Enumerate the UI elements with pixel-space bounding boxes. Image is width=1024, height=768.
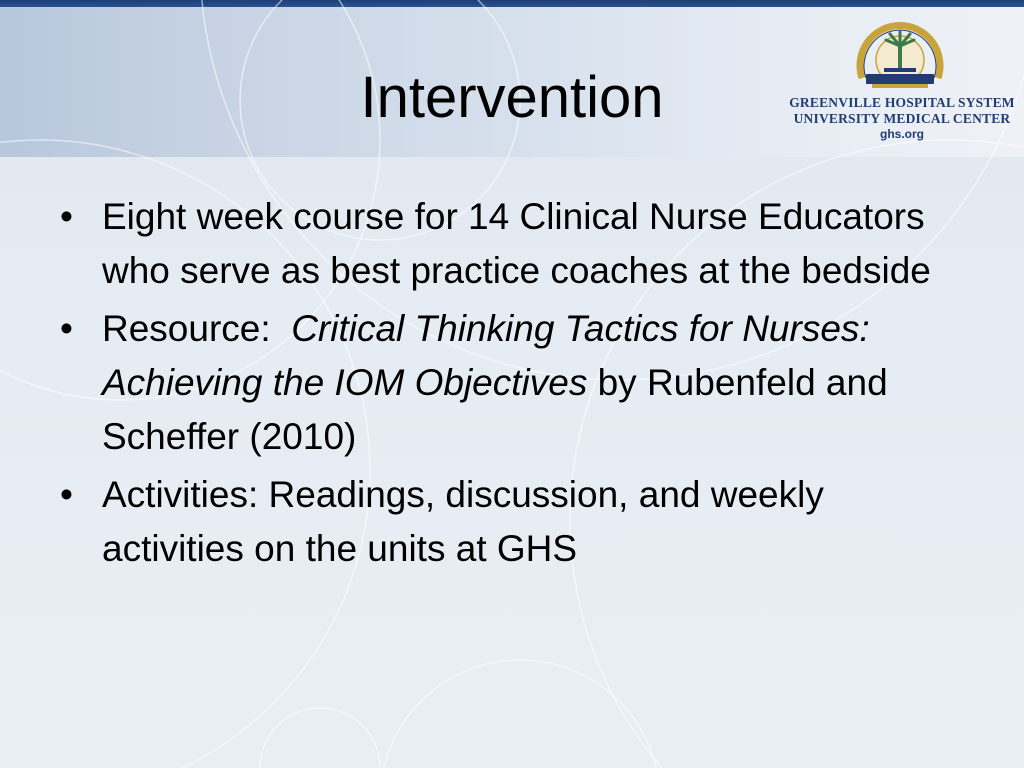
bullet-text-resource-tail: by Rubenfeld and Scheffer (2010) [102,362,888,457]
bullet-text-resource-lead: Resource: [102,308,292,349]
bullet-dot-icon: • [60,308,73,349]
bullet-item-resource [60,302,960,464]
bullet-dot-icon: • [60,196,73,237]
slide-title: Intervention [360,65,664,130]
ghs-logo [786,18,1018,146]
bullet-list [60,190,960,580]
bullet-text-course: Eight week course for 14 Clinical Nurse Educators who serve as best practice coaches at the bedside [102,196,931,291]
logo-line-hospital-system: GREENVILLE HOSPITAL SYSTEM [789,95,1015,110]
bullet-dot-icon: • [60,474,73,515]
logo-url: ghs.org [880,127,924,141]
seal-emblem-icon [852,18,948,90]
bullet-text-activities: Activities: Readings, discussion, and weekly activities on the units at GHS [102,474,824,569]
bullet-item-course [60,190,960,298]
bullet-text-resource-title: Critical Thinking Tactics for Nurses: Achieving the IOM Objectives [102,308,870,403]
bullet-item-activities [60,468,960,576]
logo-line-medical-center: UNIVERSITY MEDICAL CENTER [793,111,1011,126]
